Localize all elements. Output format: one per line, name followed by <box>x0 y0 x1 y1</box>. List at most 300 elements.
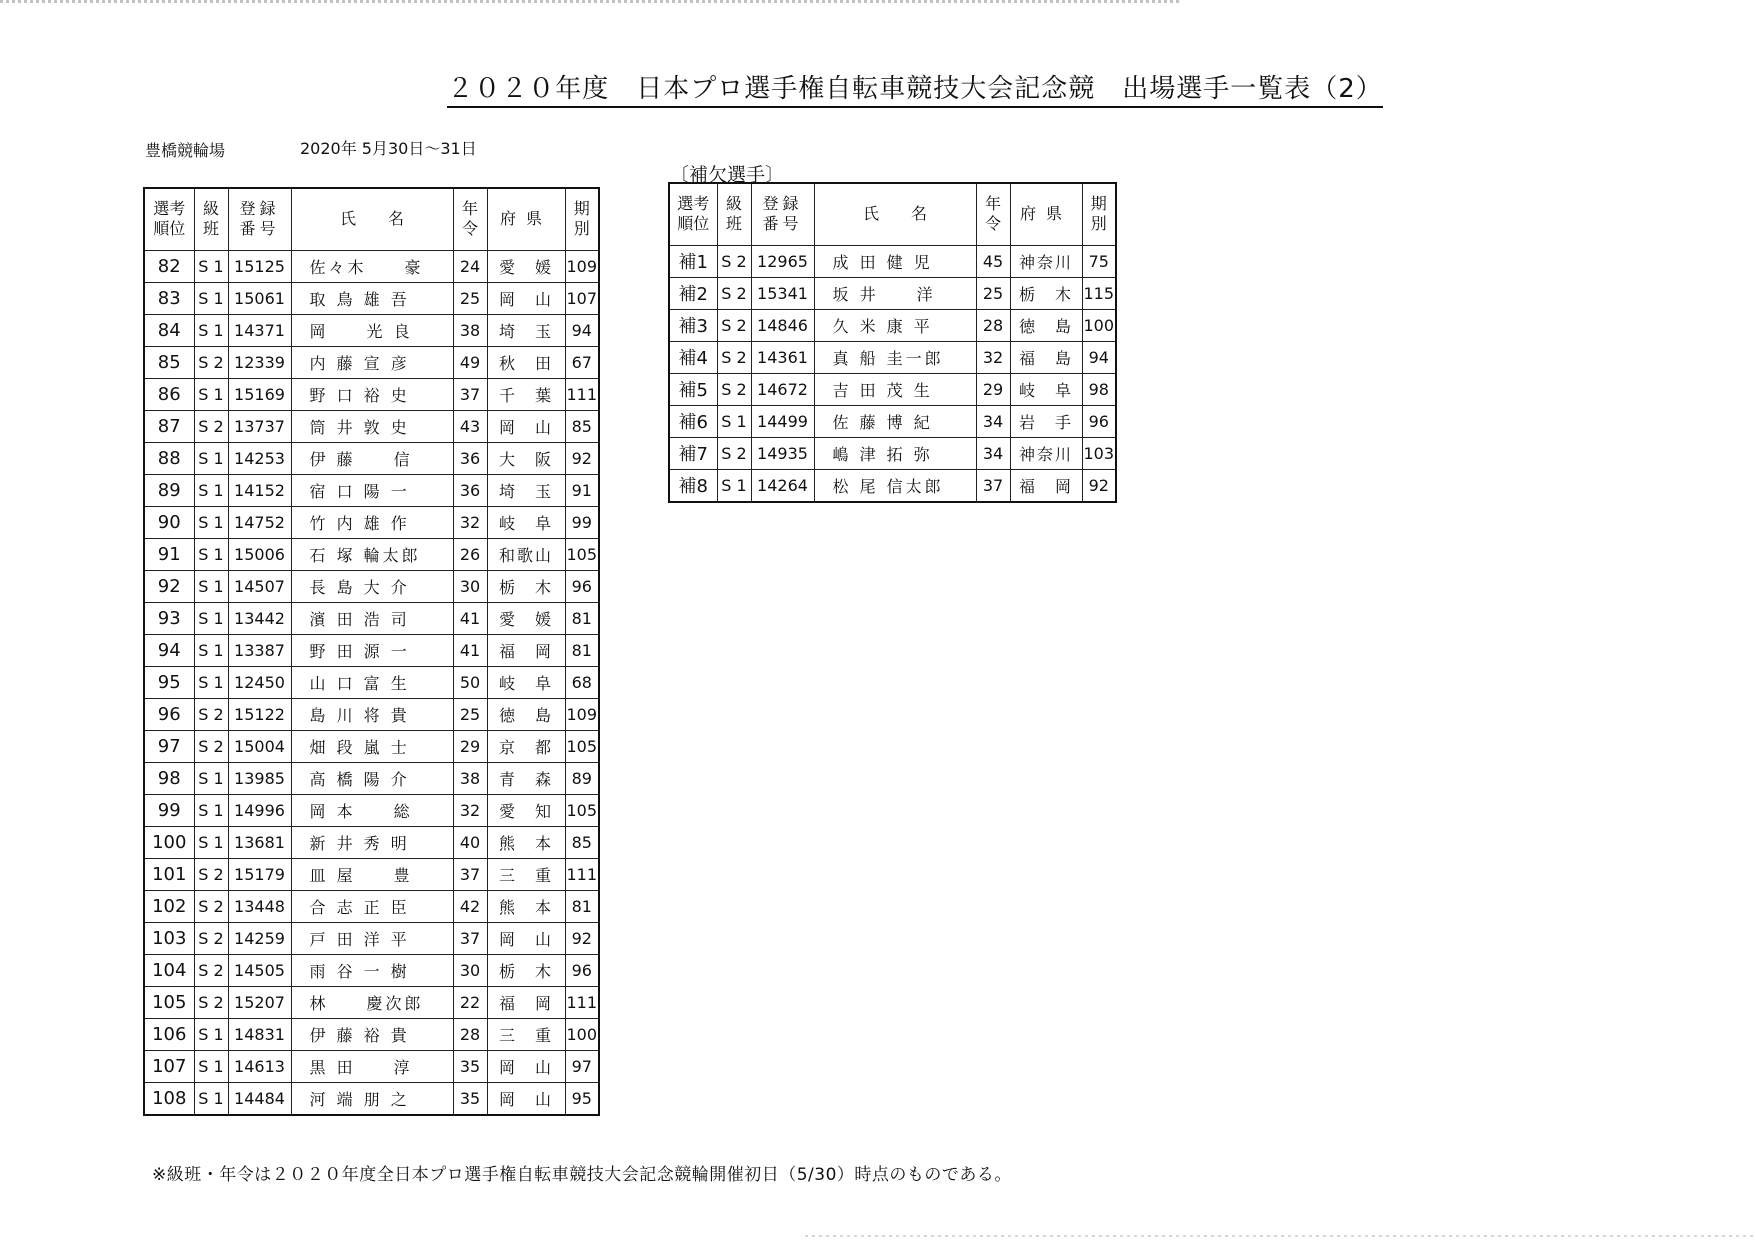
main-cell-name: 河 端 朋 之 <box>291 1082 453 1115</box>
main-cell-name: 野 口 裕 史 <box>291 378 453 410</box>
main-cell-reg: 14752 <box>228 506 291 538</box>
reserve-cell-age: 32 <box>976 341 1010 373</box>
main-cell-class: S 2 <box>194 730 228 762</box>
main-cell-age: 43 <box>453 410 487 442</box>
reserve-cell-class: S 2 <box>717 437 751 469</box>
main-cell-reg: 14259 <box>228 922 291 954</box>
main-cell-reg: 14484 <box>228 1082 291 1115</box>
main-cell-name: 筒 井 敦 史 <box>291 410 453 442</box>
main-cell-name: 佐々木 豪 <box>291 250 453 282</box>
main-cell-class: S 1 <box>194 826 228 858</box>
reserve-cell-age: 29 <box>976 373 1010 405</box>
document-title-text: ２０２０年度 日本プロ選手権自転車競技大会記念競 出場選手一覧表（2） <box>447 74 1383 108</box>
main-cell-name: 伊 藤 裕 貴 <box>291 1018 453 1050</box>
main-cell-name: 宿 口 陽 一 <box>291 474 453 506</box>
reserve-cell-class: S 2 <box>717 277 751 309</box>
main-table-row <box>144 1050 599 1082</box>
main-cell-rank: 96 <box>144 698 194 730</box>
main-cell-pref: 熊 本 <box>487 890 565 922</box>
reserve-cell-pref: 福 岡 <box>1010 469 1082 502</box>
reserve-cell-class: S 2 <box>717 245 751 277</box>
reserve-player-table <box>668 182 1117 503</box>
main-table-row <box>144 890 599 922</box>
main-player-table <box>143 187 600 1116</box>
main-cell-pref: 愛 媛 <box>487 602 565 634</box>
main-cell-pref: 大 阪 <box>487 442 565 474</box>
main-cell-reg: 14253 <box>228 442 291 474</box>
main-cell-reg: 14371 <box>228 314 291 346</box>
main-cell-term: 96 <box>565 570 599 602</box>
reserve-cell-pref: 徳 島 <box>1010 309 1082 341</box>
main-cell-name: 戸 田 洋 平 <box>291 922 453 954</box>
main-cell-age: 30 <box>453 570 487 602</box>
header-class: 級班 <box>194 188 228 250</box>
main-cell-pref: 埼 玉 <box>487 474 565 506</box>
main-table-row <box>144 730 599 762</box>
main-cell-age: 25 <box>453 698 487 730</box>
main-cell-pref: 愛 知 <box>487 794 565 826</box>
main-cell-reg: 12450 <box>228 666 291 698</box>
main-table-row <box>144 506 599 538</box>
reserve-header-row <box>669 183 1116 245</box>
main-cell-term: 81 <box>565 890 599 922</box>
reserve-header-reg: 登録番号 <box>751 183 814 245</box>
reserve-header-name: 氏 名 <box>814 183 976 245</box>
main-cell-reg: 13448 <box>228 890 291 922</box>
main-cell-class: S 1 <box>194 378 228 410</box>
main-cell-class: S 1 <box>194 762 228 794</box>
main-cell-reg: 13737 <box>228 410 291 442</box>
main-cell-name: 伊 藤 信 <box>291 442 453 474</box>
main-cell-class: S 2 <box>194 410 228 442</box>
main-cell-rank: 108 <box>144 1082 194 1115</box>
reserve-cell-name: 久 米 康 平 <box>814 309 976 341</box>
main-table-row <box>144 1082 599 1115</box>
reserve-cell-pref: 神奈川 <box>1010 437 1082 469</box>
reserve-table-row <box>669 373 1116 405</box>
main-cell-rank: 84 <box>144 314 194 346</box>
main-cell-age: 28 <box>453 1018 487 1050</box>
reserve-cell-pref: 岐 阜 <box>1010 373 1082 405</box>
main-cell-reg: 14831 <box>228 1018 291 1050</box>
main-cell-age: 32 <box>453 794 487 826</box>
main-cell-pref: 岡 山 <box>487 1050 565 1082</box>
main-cell-pref: 岡 山 <box>487 922 565 954</box>
main-cell-age: 36 <box>453 442 487 474</box>
main-table-row <box>144 570 599 602</box>
main-cell-age: 36 <box>453 474 487 506</box>
scan-artifact-top <box>0 0 1180 3</box>
reserve-section-title: 〔補欠選手〕 <box>670 164 785 186</box>
main-cell-pref: 愛 媛 <box>487 250 565 282</box>
main-table-row <box>144 474 599 506</box>
main-cell-rank: 100 <box>144 826 194 858</box>
header-name: 氏 名 <box>291 188 453 250</box>
main-cell-rank: 97 <box>144 730 194 762</box>
reserve-table-row <box>669 277 1116 309</box>
header-reg: 登録番号 <box>228 188 291 250</box>
main-cell-class: S 2 <box>194 922 228 954</box>
main-table-row <box>144 986 599 1018</box>
reserve-cell-pref: 福 島 <box>1010 341 1082 373</box>
header-age: 年令 <box>453 188 487 250</box>
main-cell-term: 109 <box>565 698 599 730</box>
reserve-cell-rank: 補2 <box>669 277 717 309</box>
reserve-table-row <box>669 341 1116 373</box>
reserve-cell-reg: 15341 <box>751 277 814 309</box>
main-cell-pref: 和歌山 <box>487 538 565 570</box>
main-cell-age: 41 <box>453 634 487 666</box>
main-cell-name: 野 田 源 一 <box>291 634 453 666</box>
main-cell-pref: 岐 阜 <box>487 666 565 698</box>
main-cell-class: S 2 <box>194 954 228 986</box>
main-table-row <box>144 634 599 666</box>
main-cell-reg: 15004 <box>228 730 291 762</box>
reserve-cell-term: 98 <box>1082 373 1116 405</box>
main-cell-term: 91 <box>565 474 599 506</box>
reserve-cell-age: 34 <box>976 405 1010 437</box>
main-cell-term: 85 <box>565 410 599 442</box>
reserve-cell-term: 115 <box>1082 277 1116 309</box>
main-cell-class: S 1 <box>194 794 228 826</box>
reserve-cell-reg: 14672 <box>751 373 814 405</box>
main-table-row <box>144 954 599 986</box>
main-cell-rank: 91 <box>144 538 194 570</box>
reserve-cell-term: 100 <box>1082 309 1116 341</box>
main-cell-age: 37 <box>453 922 487 954</box>
main-table-row <box>144 410 599 442</box>
main-table-row <box>144 346 599 378</box>
main-cell-rank: 103 <box>144 922 194 954</box>
main-cell-reg: 15122 <box>228 698 291 730</box>
main-cell-pref: 徳 島 <box>487 698 565 730</box>
reserve-header-age: 年令 <box>976 183 1010 245</box>
main-table-row <box>144 794 599 826</box>
main-cell-term: 105 <box>565 538 599 570</box>
reserve-cell-age: 45 <box>976 245 1010 277</box>
main-cell-class: S 2 <box>194 698 228 730</box>
main-cell-pref: 秋 田 <box>487 346 565 378</box>
main-cell-reg: 15207 <box>228 986 291 1018</box>
main-cell-term: 85 <box>565 826 599 858</box>
main-cell-term: 92 <box>565 922 599 954</box>
main-cell-class: S 1 <box>194 1050 228 1082</box>
reserve-cell-reg: 14361 <box>751 341 814 373</box>
main-cell-class: S 2 <box>194 346 228 378</box>
reserve-table-body <box>669 245 1116 502</box>
main-cell-pref: 岡 山 <box>487 410 565 442</box>
main-cell-class: S 1 <box>194 634 228 666</box>
main-cell-age: 30 <box>453 954 487 986</box>
main-cell-pref: 熊 本 <box>487 826 565 858</box>
main-cell-age: 42 <box>453 890 487 922</box>
main-cell-age: 41 <box>453 602 487 634</box>
reserve-table-row <box>669 437 1116 469</box>
main-table-row <box>144 762 599 794</box>
main-cell-rank: 98 <box>144 762 194 794</box>
reserve-cell-class: S 2 <box>717 373 751 405</box>
main-table-row <box>144 538 599 570</box>
main-cell-term: 105 <box>565 730 599 762</box>
reserve-cell-name: 吉 田 茂 生 <box>814 373 976 405</box>
main-table-row <box>144 442 599 474</box>
main-cell-class: S 1 <box>194 570 228 602</box>
header-rank: 選考順位 <box>144 188 194 250</box>
main-cell-rank: 104 <box>144 954 194 986</box>
main-cell-class: S 1 <box>194 314 228 346</box>
reserve-table-row <box>669 469 1116 502</box>
main-cell-name: 島 川 将 貴 <box>291 698 453 730</box>
main-cell-name: 合 志 正 臣 <box>291 890 453 922</box>
main-cell-age: 24 <box>453 250 487 282</box>
reserve-cell-name: 真 船 圭一郎 <box>814 341 976 373</box>
main-cell-term: 94 <box>565 314 599 346</box>
main-cell-name: 山 口 富 生 <box>291 666 453 698</box>
main-cell-name: 濱 田 浩 司 <box>291 602 453 634</box>
main-cell-pref: 岡 山 <box>487 1082 565 1115</box>
main-cell-name: 竹 内 雄 作 <box>291 506 453 538</box>
document-title <box>440 68 1390 105</box>
main-cell-pref: 京 都 <box>487 730 565 762</box>
main-cell-pref: 栃 木 <box>487 570 565 602</box>
main-table-row <box>144 666 599 698</box>
main-cell-name: 皿 屋 豊 <box>291 858 453 890</box>
main-cell-age: 22 <box>453 986 487 1018</box>
main-cell-age: 40 <box>453 826 487 858</box>
main-cell-age: 25 <box>453 282 487 314</box>
main-cell-name: 岡 光 良 <box>291 314 453 346</box>
reserve-cell-reg: 14499 <box>751 405 814 437</box>
main-cell-pref: 岡 山 <box>487 282 565 314</box>
main-cell-term: 99 <box>565 506 599 538</box>
main-cell-name: 石 塚 輪太郎 <box>291 538 453 570</box>
reserve-table-row <box>669 309 1116 341</box>
main-cell-rank: 106 <box>144 1018 194 1050</box>
main-cell-reg: 14613 <box>228 1050 291 1082</box>
main-table-row <box>144 1018 599 1050</box>
main-cell-reg: 15006 <box>228 538 291 570</box>
main-cell-rank: 95 <box>144 666 194 698</box>
main-cell-rank: 90 <box>144 506 194 538</box>
main-cell-reg: 13387 <box>228 634 291 666</box>
main-cell-rank: 94 <box>144 634 194 666</box>
reserve-header-term: 期別 <box>1082 183 1116 245</box>
main-cell-class: S 1 <box>194 442 228 474</box>
main-cell-reg: 14507 <box>228 570 291 602</box>
main-cell-class: S 1 <box>194 506 228 538</box>
main-cell-reg: 13442 <box>228 602 291 634</box>
reserve-cell-term: 75 <box>1082 245 1116 277</box>
main-cell-class: S 1 <box>194 538 228 570</box>
reserve-cell-name: 成 田 健 児 <box>814 245 976 277</box>
main-cell-name: 長 島 大 介 <box>291 570 453 602</box>
main-cell-name: 内 藤 宣 彦 <box>291 346 453 378</box>
main-cell-class: S 1 <box>194 250 228 282</box>
reserve-cell-class: S 1 <box>717 405 751 437</box>
main-cell-class: S 1 <box>194 666 228 698</box>
reserve-header-rank: 選考順位 <box>669 183 717 245</box>
reserve-cell-rank: 補4 <box>669 341 717 373</box>
main-cell-age: 37 <box>453 378 487 410</box>
main-cell-age: 38 <box>453 762 487 794</box>
main-cell-rank: 107 <box>144 1050 194 1082</box>
main-cell-term: 81 <box>565 634 599 666</box>
main-cell-term: 67 <box>565 346 599 378</box>
main-cell-name: 取 鳥 雄 吾 <box>291 282 453 314</box>
main-cell-reg: 14996 <box>228 794 291 826</box>
main-cell-class: S 2 <box>194 890 228 922</box>
main-cell-reg: 15061 <box>228 282 291 314</box>
main-cell-reg: 14505 <box>228 954 291 986</box>
header-pref: 府県 <box>487 188 565 250</box>
main-cell-term: 81 <box>565 602 599 634</box>
main-cell-rank: 101 <box>144 858 194 890</box>
main-cell-age: 26 <box>453 538 487 570</box>
reserve-cell-pref: 栃 木 <box>1010 277 1082 309</box>
main-table-row <box>144 826 599 858</box>
reserve-cell-class: S 2 <box>717 341 751 373</box>
main-cell-reg: 15169 <box>228 378 291 410</box>
main-table-row <box>144 922 599 954</box>
main-cell-reg: 15179 <box>228 858 291 890</box>
main-table-body <box>144 250 599 1115</box>
main-cell-age: 50 <box>453 666 487 698</box>
main-cell-term: 111 <box>565 986 599 1018</box>
main-cell-rank: 85 <box>144 346 194 378</box>
reserve-cell-term: 96 <box>1082 405 1116 437</box>
main-cell-class: S 1 <box>194 602 228 634</box>
main-cell-age: 29 <box>453 730 487 762</box>
main-cell-term: 109 <box>565 250 599 282</box>
footnote: ※級班・年令は２０２０年度全日本プロ選手権自転車競技大会記念競輪開催初日（5/30）時点のものである。 <box>152 1165 1012 1185</box>
main-cell-name: 林 慶次郎 <box>291 986 453 1018</box>
main-table-row <box>144 314 599 346</box>
reserve-cell-term: 94 <box>1082 341 1116 373</box>
main-cell-term: 68 <box>565 666 599 698</box>
reserve-cell-name: 松 尾 信太郎 <box>814 469 976 502</box>
main-cell-age: 32 <box>453 506 487 538</box>
main-cell-age: 37 <box>453 858 487 890</box>
scan-artifact-bottom <box>805 1235 1755 1237</box>
reserve-cell-term: 92 <box>1082 469 1116 502</box>
main-cell-name: 黒 田 淳 <box>291 1050 453 1082</box>
main-cell-reg: 12339 <box>228 346 291 378</box>
main-cell-rank: 92 <box>144 570 194 602</box>
reserve-cell-name: 嶋 津 拓 弥 <box>814 437 976 469</box>
main-cell-age: 38 <box>453 314 487 346</box>
reserve-cell-class: S 1 <box>717 469 751 502</box>
reserve-cell-age: 34 <box>976 437 1010 469</box>
reserve-table-row <box>669 245 1116 277</box>
main-cell-age: 49 <box>453 346 487 378</box>
main-cell-rank: 99 <box>144 794 194 826</box>
venue-label: 豊橋競輪場 <box>145 141 226 160</box>
reserve-cell-reg: 14935 <box>751 437 814 469</box>
main-cell-pref: 岐 阜 <box>487 506 565 538</box>
main-table-row <box>144 282 599 314</box>
reserve-cell-reg: 12965 <box>751 245 814 277</box>
main-cell-class: S 1 <box>194 282 228 314</box>
reserve-cell-pref: 岩 手 <box>1010 405 1082 437</box>
main-cell-age: 35 <box>453 1050 487 1082</box>
main-cell-pref: 千 葉 <box>487 378 565 410</box>
main-cell-term: 92 <box>565 442 599 474</box>
main-cell-reg: 13985 <box>228 762 291 794</box>
reserve-cell-rank: 補1 <box>669 245 717 277</box>
main-cell-rank: 87 <box>144 410 194 442</box>
reserve-cell-name: 坂 井 洋 <box>814 277 976 309</box>
main-cell-term: 96 <box>565 954 599 986</box>
main-cell-pref: 三 重 <box>487 858 565 890</box>
main-cell-term: 95 <box>565 1082 599 1115</box>
date-range: 2020年 5月30日～31日 <box>300 139 477 158</box>
main-cell-class: S 1 <box>194 1082 228 1115</box>
reserve-cell-pref: 神奈川 <box>1010 245 1082 277</box>
reserve-table-row <box>669 405 1116 437</box>
main-cell-age: 35 <box>453 1082 487 1115</box>
main-cell-term: 100 <box>565 1018 599 1050</box>
main-cell-reg: 13681 <box>228 826 291 858</box>
main-cell-name: 畑 段 嵐 士 <box>291 730 453 762</box>
reserve-header-class: 級班 <box>717 183 751 245</box>
reserve-cell-rank: 補5 <box>669 373 717 405</box>
main-cell-rank: 93 <box>144 602 194 634</box>
main-cell-class: S 2 <box>194 986 228 1018</box>
main-cell-rank: 102 <box>144 890 194 922</box>
main-table-row <box>144 858 599 890</box>
main-cell-rank: 88 <box>144 442 194 474</box>
main-cell-term: 89 <box>565 762 599 794</box>
main-table-row <box>144 378 599 410</box>
main-cell-rank: 89 <box>144 474 194 506</box>
main-cell-term: 111 <box>565 858 599 890</box>
main-cell-term: 111 <box>565 378 599 410</box>
main-cell-class: S 1 <box>194 1018 228 1050</box>
reserve-cell-age: 25 <box>976 277 1010 309</box>
main-cell-pref: 青 森 <box>487 762 565 794</box>
main-cell-term: 105 <box>565 794 599 826</box>
reserve-cell-name: 佐 藤 博 紀 <box>814 405 976 437</box>
main-cell-class: S 2 <box>194 858 228 890</box>
reserve-cell-rank: 補7 <box>669 437 717 469</box>
reserve-cell-rank: 補8 <box>669 469 717 502</box>
reserve-header-pref: 府県 <box>1010 183 1082 245</box>
reserve-cell-age: 37 <box>976 469 1010 502</box>
main-cell-pref: 栃 木 <box>487 954 565 986</box>
reserve-cell-reg: 14264 <box>751 469 814 502</box>
main-cell-rank: 86 <box>144 378 194 410</box>
reserve-cell-class: S 2 <box>717 309 751 341</box>
table-header-row <box>144 188 599 250</box>
main-cell-reg: 15125 <box>228 250 291 282</box>
reserve-cell-rank: 補3 <box>669 309 717 341</box>
reserve-cell-term: 103 <box>1082 437 1116 469</box>
main-cell-name: 雨 谷 一 樹 <box>291 954 453 986</box>
main-cell-term: 107 <box>565 282 599 314</box>
main-cell-name: 高 橋 陽 介 <box>291 762 453 794</box>
reserve-cell-age: 28 <box>976 309 1010 341</box>
main-cell-rank: 82 <box>144 250 194 282</box>
main-table-row <box>144 250 599 282</box>
main-cell-pref: 福 岡 <box>487 986 565 1018</box>
reserve-cell-reg: 14846 <box>751 309 814 341</box>
main-cell-rank: 105 <box>144 986 194 1018</box>
main-table-row <box>144 602 599 634</box>
main-cell-name: 新 井 秀 明 <box>291 826 453 858</box>
main-cell-pref: 埼 玉 <box>487 314 565 346</box>
main-cell-rank: 83 <box>144 282 194 314</box>
main-table-row <box>144 698 599 730</box>
